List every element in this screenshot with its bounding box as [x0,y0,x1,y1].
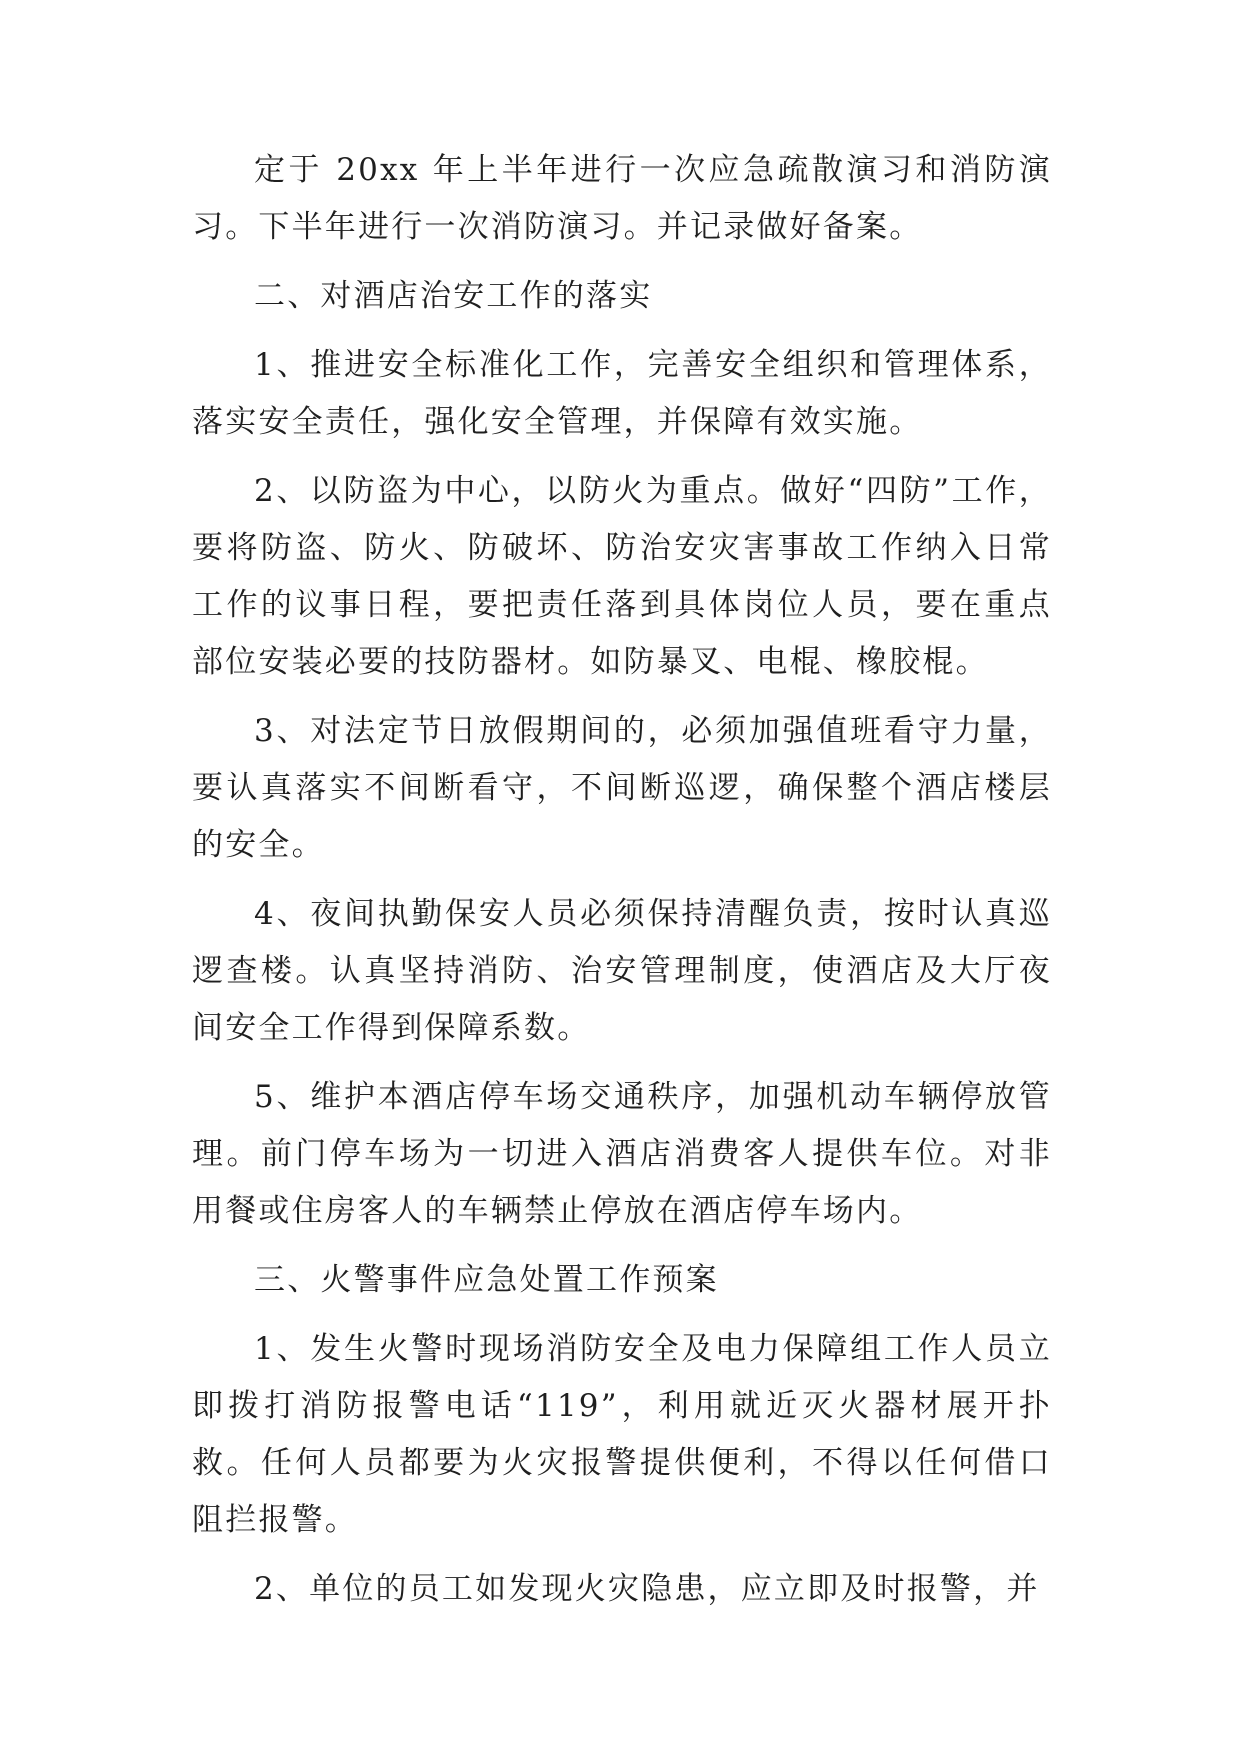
paragraph-item-1: 1、推进安全标准化工作，完善安全组织和管理体系，落实安全责任，强化安全管理，并保障有效实施。 [192,347,1052,440]
paragraph-fire-item-2: 2、单位的员工如发现火灾隐患，应立即及时报警，并 [254,1571,1040,1607]
paragraph-fire-item-1: 1、发生火警时现场消防安全及电力保障组工作人员立即拨打消防报警电话“119”，利用就近灭火器材展开扑救。任何人员都要为火灾报警提供便利，不得以任何借口阻拦报警。 [192,1331,1052,1538]
paragraph-item-2: 2、以防盗为中心，以防火为重点。做好“四防”工作，要将防盗、防火、防破坏、防治安灾害事故工作纳入日常工作的议事日程，要把责任落到具体岗位人员，要在重点部位安装必要的技防器材。如防暴叉、电棍、橡胶棍。 [192,473,1052,680]
paragraph-item-5: 5、维护本酒店停车场交通秩序，加强机动车辆停放管理。前门停车场为一切进入酒店消费客人提供车位。对非用餐或住房客人的车辆禁止停放在酒店停车场内。 [192,1079,1052,1229]
paragraph-drill-schedule: 定于 20xx 年上半年进行一次应急疏散演习和消防演习。下半年进行一次消防演习。并记录做好备案。 [192,152,1052,245]
document-page [192,142,1052,1630]
section-heading-security: 二、对酒店治安工作的落实 [254,278,653,314]
section-heading-fire-plan: 三、火警事件应急处置工作预案 [254,1262,719,1298]
paragraph-item-3: 3、对法定节日放假期间的，必须加强值班看守力量，要认真落实不间断看守，不间断巡逻，确保整个酒店楼层的安全。 [192,713,1052,863]
paragraph-item-4: 4、夜间执勤保安人员必须保持清醒负责，按时认真巡逻查楼。认真坚持消防、治安管理制度，使酒店及大厅夜间安全工作得到保障系数。 [192,896,1052,1046]
